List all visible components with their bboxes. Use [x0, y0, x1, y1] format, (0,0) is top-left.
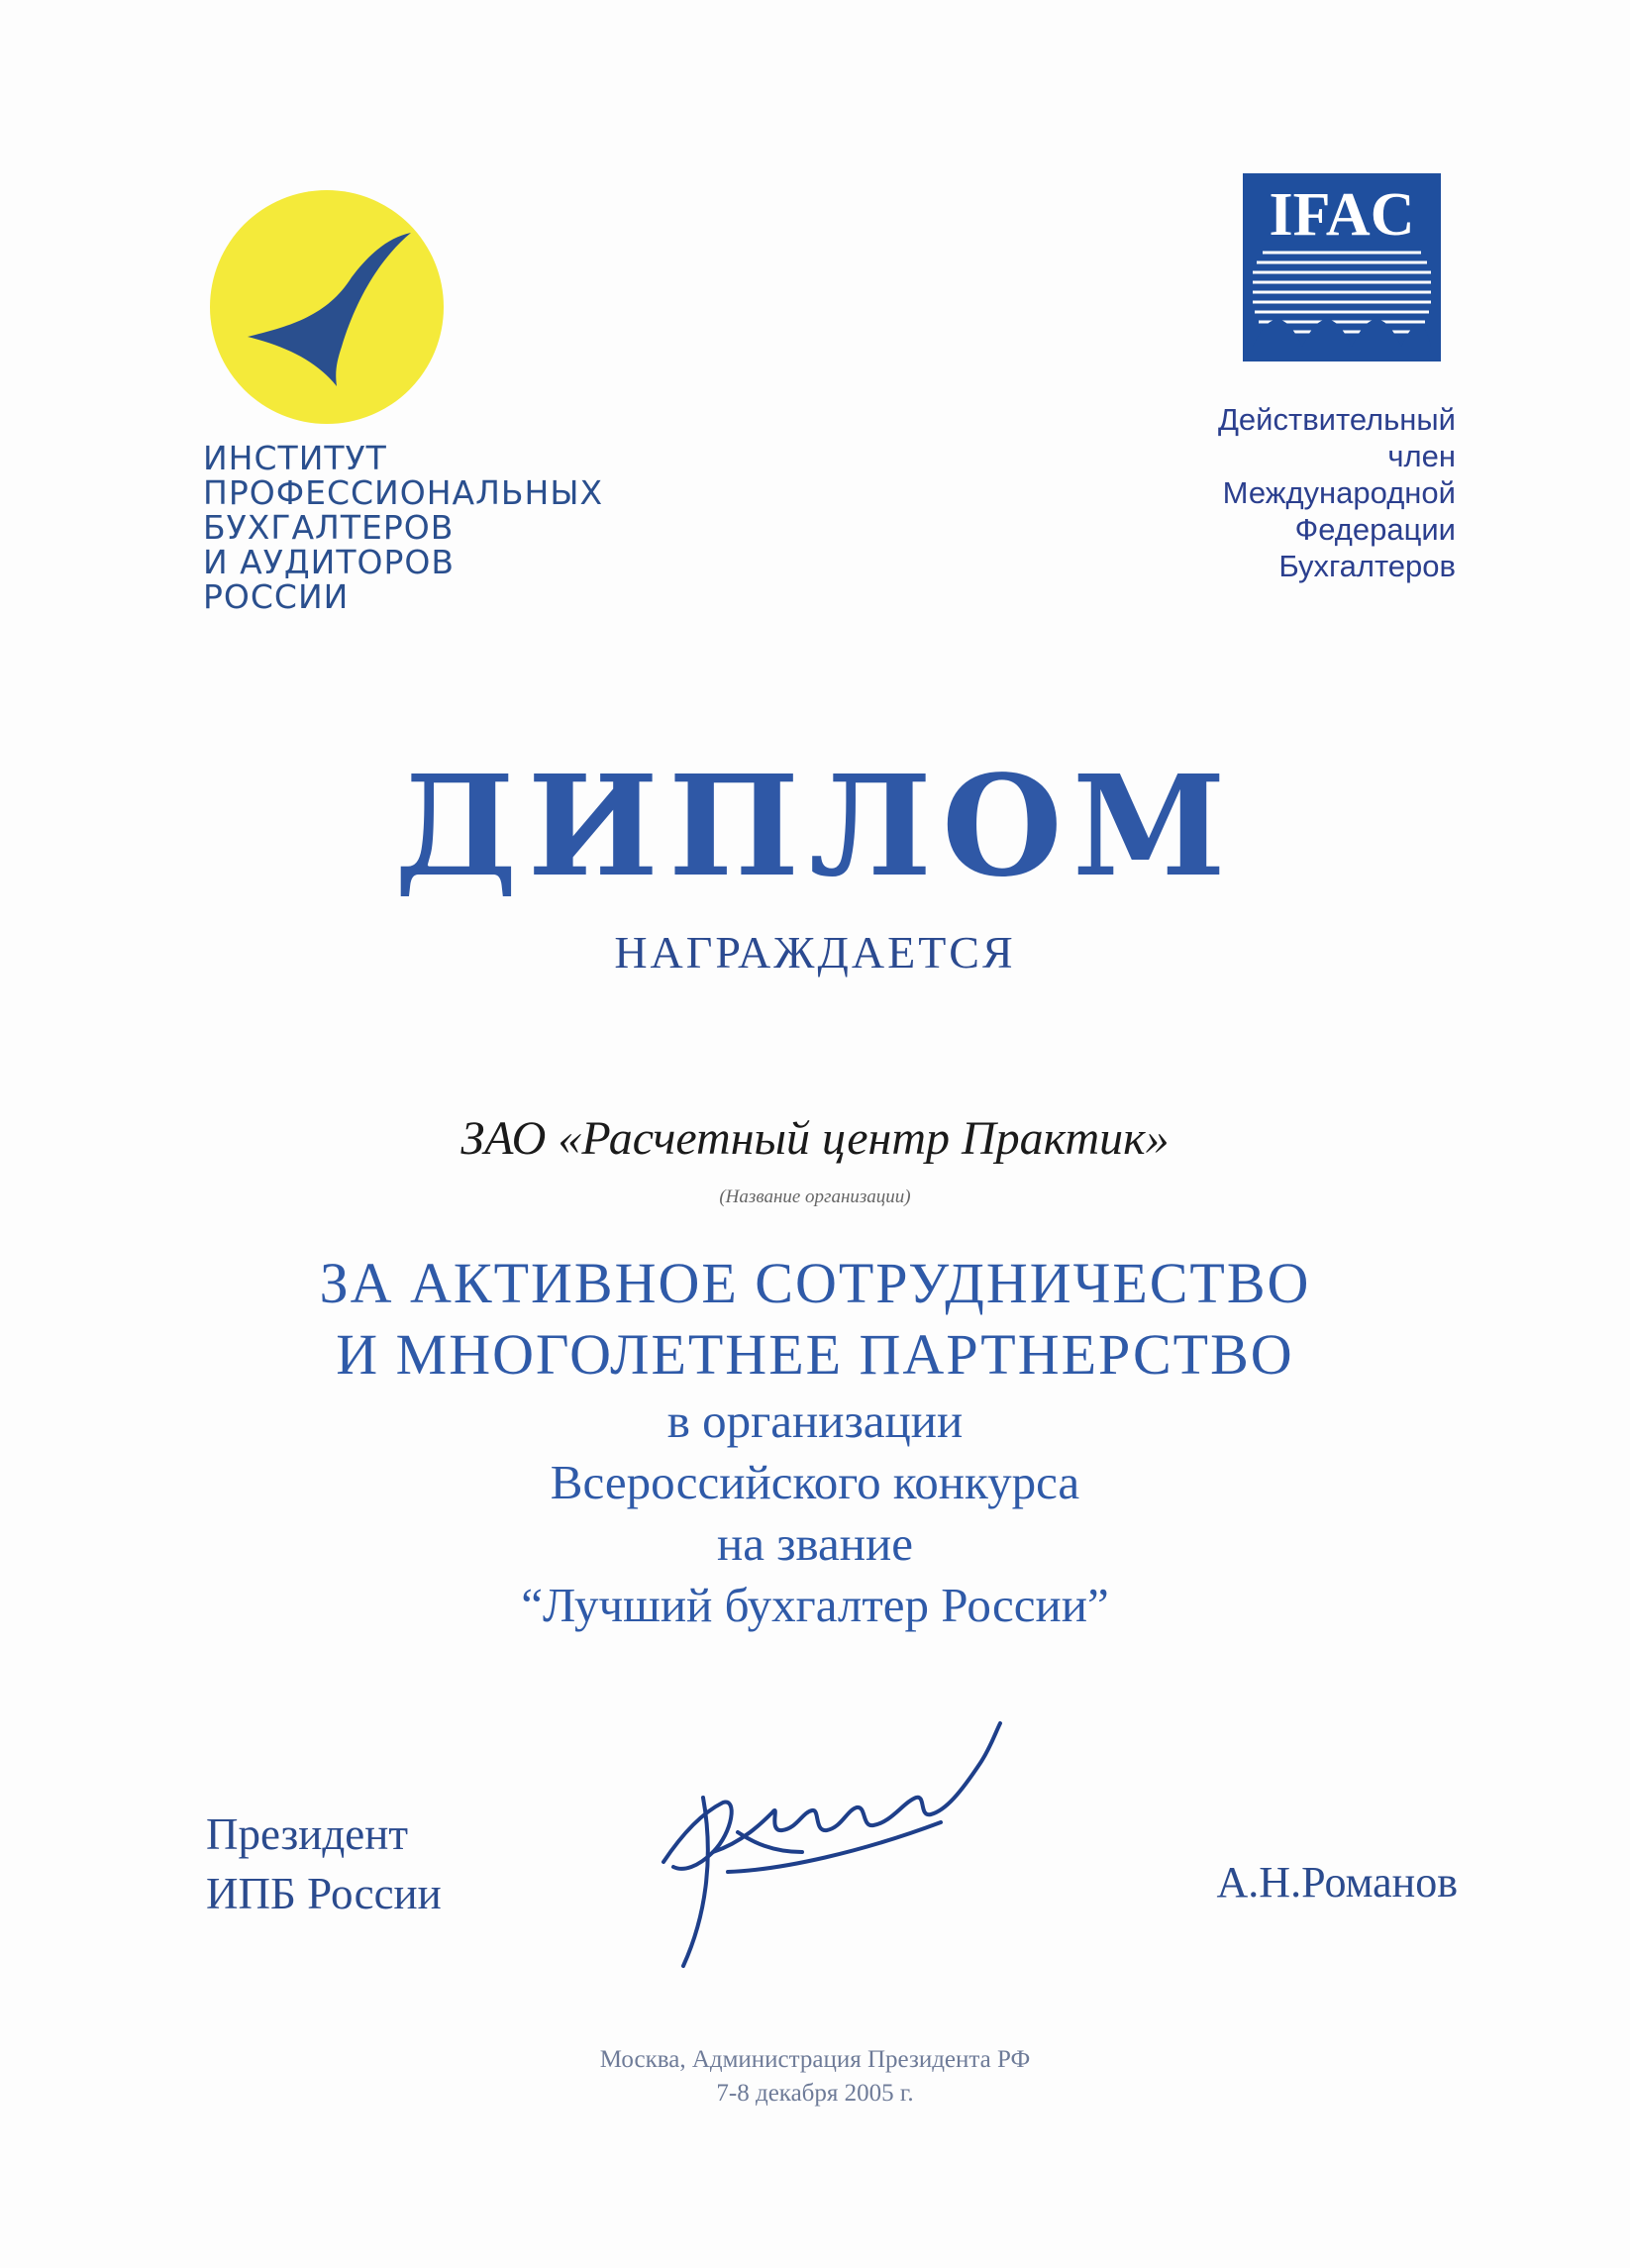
reason-line: в организации — [666, 1393, 964, 1448]
footer — [0, 2043, 1630, 2111]
ifac-member-line: член — [1387, 439, 1456, 473]
signatory-name: А.Н.Романов — [1216, 1858, 1458, 1907]
award-reason — [0, 1248, 1630, 1636]
reason-line: ЗА АКТИВНОЕ СОТРУДНИЧЕСТВО — [319, 1251, 1311, 1315]
organization-name: ЗАО «Расчетный центр Практик» — [460, 1112, 1170, 1165]
signatory-position-line: Президент — [206, 1809, 408, 1859]
ipbr-name-line: БУХГАЛТЕРОВ — [203, 508, 455, 547]
reason-line: “Лучший бухгалтер России” — [521, 1578, 1109, 1632]
ifac-logo — [1243, 173, 1441, 361]
signatory-position-line: ИПБ России — [206, 1869, 442, 1918]
ipbr-name-line: ИНСТИТУТ — [203, 439, 387, 477]
signature — [644, 1703, 1010, 1981]
ifac-member-line: Международной — [1222, 475, 1456, 510]
signatory-position — [206, 1804, 442, 1923]
ipbr-name-line: РОССИИ — [203, 577, 350, 616]
reason-line: Всероссийского конкурса — [550, 1455, 1080, 1509]
ipbr-name-line: ПРОФЕССИОНАЛЬНЫХ — [203, 473, 604, 512]
ifac-member-line: Действительный — [1217, 402, 1456, 437]
reason-line: И МНОГОЛЕТНЕЕ ПАРТНЕРСТВО — [336, 1322, 1294, 1387]
organization-caption: (Название организации) — [719, 1186, 911, 1207]
ipbr-logo — [208, 188, 446, 426]
reason-line: на звание — [716, 1516, 913, 1571]
footer-date: 7-8 декабря 2005 г. — [716, 2080, 914, 2107]
ipbr-name-line: И АУДИТОРОВ — [203, 543, 455, 581]
ifac-member-text — [1079, 401, 1456, 584]
diploma-title: ДИПЛОМ — [394, 746, 1236, 908]
awarded-heading: НАГРАЖДАЕТСЯ — [614, 927, 1016, 978]
ifac-wordmark: IFAC — [1269, 181, 1415, 249]
footer-place: Москва, Администрация Президента РФ — [599, 2046, 1031, 2073]
ipbr-name — [203, 441, 678, 614]
ifac-member-line: Федерации — [1294, 512, 1456, 547]
ifac-member-line: Бухгалтеров — [1278, 549, 1456, 583]
